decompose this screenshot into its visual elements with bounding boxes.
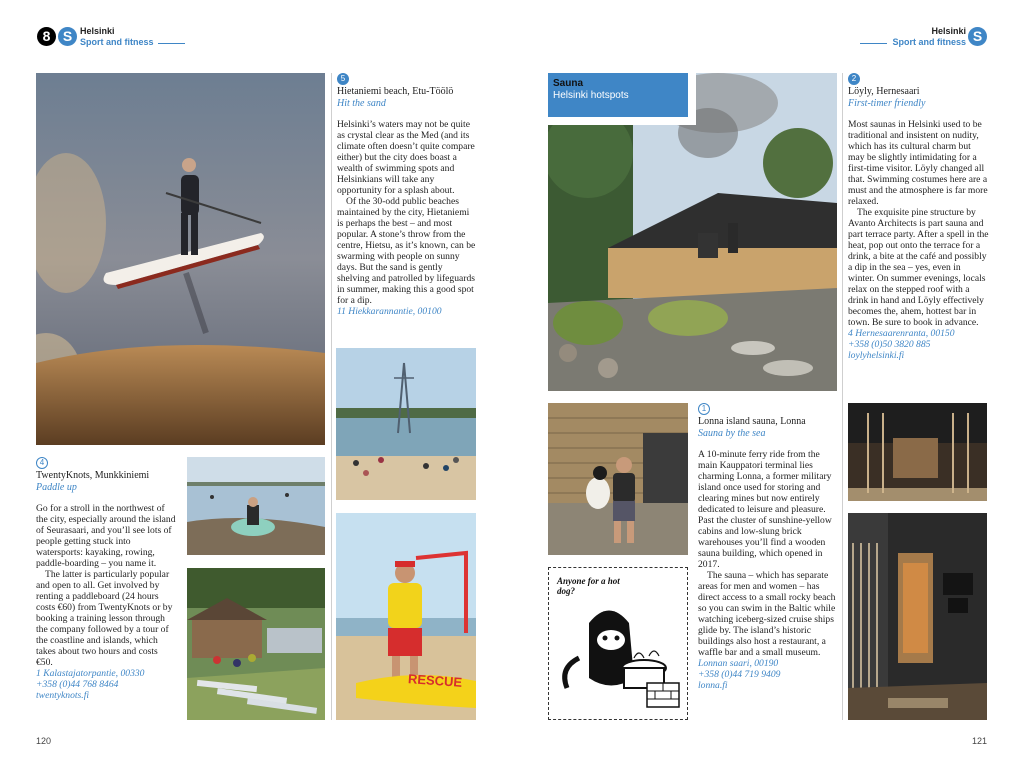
entry-5-number: 5 bbox=[340, 74, 346, 83]
hot-dog-cartoon bbox=[548, 567, 688, 720]
entry-2-address: 4 Hernesaarenranta, 00150 bbox=[848, 328, 955, 339]
entry-2-phone: +358 (0)50 3820 885 bbox=[848, 339, 931, 350]
section-letter-right: S bbox=[972, 28, 983, 44]
lonna-sauna-photo bbox=[548, 403, 688, 555]
entry-5-address: 11 Hiekkarannantie, 00100 bbox=[337, 306, 442, 317]
entry-5-paragraph-2: Of the 30-odd public beaches maintained by the city, Hietaniemi is perhaps the best – and most popular. A stone’s throw from the centre, Hietsu, as it’s known, can be swarming with people on sunny days. But the sand is gently shelving and patrolled by lifeguards in summer, making this a good spot for a dip. bbox=[337, 196, 476, 306]
entry-2-number: 2 bbox=[851, 74, 857, 83]
entry-1-address: Lonnan saari, 00190 bbox=[698, 658, 779, 669]
sauna-hotspots-box bbox=[548, 73, 696, 125]
left-column-divider bbox=[331, 73, 332, 720]
chapter-number: 8 bbox=[42, 28, 51, 44]
entry-4-body bbox=[36, 503, 176, 701]
boathouse-photo bbox=[187, 568, 325, 720]
section-s-badge bbox=[58, 27, 77, 46]
entry-1-phone: +358 (0)44 719 9409 bbox=[698, 669, 781, 680]
entry-5-subtitle: Hit the sand bbox=[337, 98, 386, 109]
kayak-photo bbox=[187, 457, 325, 555]
entry-2-body bbox=[848, 119, 989, 361]
left-header-section: Sport and fitness bbox=[80, 37, 154, 47]
entry-4-title: TwentyKnots, Munkkiniemi bbox=[36, 470, 150, 481]
entry-2-title: Löyly, Hernesaari bbox=[848, 86, 920, 97]
entry-1-body bbox=[698, 449, 838, 691]
entry-4-phone: +358 (0)44 768 8464 bbox=[36, 679, 119, 690]
entry-4-number-badge bbox=[36, 457, 48, 469]
entry-5-body bbox=[337, 119, 477, 317]
right-header-rule bbox=[860, 43, 887, 44]
chapter-number-badge bbox=[37, 27, 56, 46]
right-page-number: 121 bbox=[972, 736, 988, 746]
entry-1-number-badge bbox=[698, 403, 710, 415]
entry-1-subtitle: Sauna by the sea bbox=[698, 428, 766, 439]
entry-5-paragraph-1: Helsinki’s waters may not be quite as crystal clear as the Med (and its climate often doesn’t quite compare either) but the city does boast a wealth of swimming spots and Helsinkians will take any opportunity for a splash about. bbox=[337, 119, 475, 196]
entry-1-paragraph-1: A 10-minute ferry ride from the main Kauppatori terminal lies charming Lonna, a former military island once used for storing and clearing mines but now entirely dedicated to leisure and pleasure. Past the cluster of sunshine-yellow cabins and low-slung brick warehouses you’ll find a wooden sauna building, which opened in 2017. bbox=[698, 449, 832, 570]
paddleboard-photo bbox=[36, 73, 325, 445]
entry-2-number-badge bbox=[848, 73, 860, 85]
sauna-box-subtitle: Helsinki hotspots bbox=[553, 90, 629, 101]
rescue-board-label: RESCUE bbox=[407, 671, 463, 690]
beach-pylon-photo bbox=[336, 348, 476, 500]
entry-4-address-1: 1 Kalastajatorpantie, 00330 bbox=[36, 668, 145, 679]
right-header-city: Helsinki bbox=[931, 26, 966, 36]
right-column-divider bbox=[842, 73, 843, 720]
lifeguard-photo bbox=[336, 513, 476, 720]
sauna-box-title: Sauna bbox=[553, 78, 584, 89]
left-header-rule bbox=[158, 43, 185, 44]
section-s-badge-right bbox=[968, 27, 987, 46]
entry-2-paragraph-2: The exquisite pine structure by Avanto Architects is part sauna and part terrace party. After a spell in the heat, pop out onto the terrace for a drink, a bite at the café and possibly a dip in the sea – yes, even in winter. On summer evenings, locals relax on the stepped roof with a drink in hand and Löyly effectively becomes the, ahem, hottest bar in town. Be sure to book in advance. bbox=[848, 207, 989, 328]
entry-4-paragraph-1: Go for a stroll in the northwest of the city, especially around the island of Seurasaari, and you’ll see lots of people getting stuck into watersports: kayaking, rowing, paddle-boarding – you name it. bbox=[36, 503, 176, 569]
loyly-firewood-photo bbox=[848, 403, 987, 501]
entry-4-subtitle: Paddle up bbox=[36, 482, 77, 493]
left-page-number: 120 bbox=[36, 736, 52, 746]
entry-2-subtitle: First-timer friendly bbox=[848, 98, 926, 109]
right-header-section: Sport and fitness bbox=[892, 37, 966, 47]
left-header-text bbox=[80, 26, 154, 48]
entry-1-paragraph-2: The sauna – which has separate areas for men and women – has direct access to a small rocky beach so you can swim in the Baltic while watching iceberg-sized cruise ships glide by. The island’s historic buildings also host a restaurant, a waffle bar and a small museum. bbox=[698, 570, 836, 658]
entry-2-website[interactable]: loylyhelsinki.fi bbox=[848, 350, 905, 361]
left-header-city: Helsinki bbox=[80, 26, 115, 36]
entry-2-paragraph-1: Most saunas in Helsinki used to be traditional and insistent on nudity, which has its cultural charm but may be slightly intimidating for a first-time visitor. Löyly changed all that. Swimming costumes here are a must and the atmosphere is far more relaxed. bbox=[848, 119, 988, 207]
entry-1-number: 1 bbox=[701, 404, 707, 413]
entry-4-website[interactable]: twentyknots.fi bbox=[36, 690, 90, 701]
entry-5-number-badge bbox=[337, 73, 349, 85]
right-header-text bbox=[892, 26, 966, 48]
loyly-interior-photo bbox=[848, 513, 987, 720]
entry-4-number: 4 bbox=[39, 458, 45, 467]
entry-5-title: Hietaniemi beach, Etu-Töölö bbox=[337, 86, 454, 97]
entry-4-paragraph-2: The latter is particularly popular and open to all. Get involved by renting a paddleboard (24 hours costs €60) from TwentyKnots or by booking a training lesson through the company followed by a tour of the coastline and islands, which takes about two hours and costs €50. bbox=[36, 569, 173, 668]
cartoon-caption: Anyone for a hot dog? bbox=[557, 576, 620, 596]
section-letter: S bbox=[62, 28, 73, 44]
entry-1-website[interactable]: lonna.fi bbox=[698, 680, 728, 691]
entry-1-title: Lonna island sauna, Lonna bbox=[698, 416, 806, 427]
